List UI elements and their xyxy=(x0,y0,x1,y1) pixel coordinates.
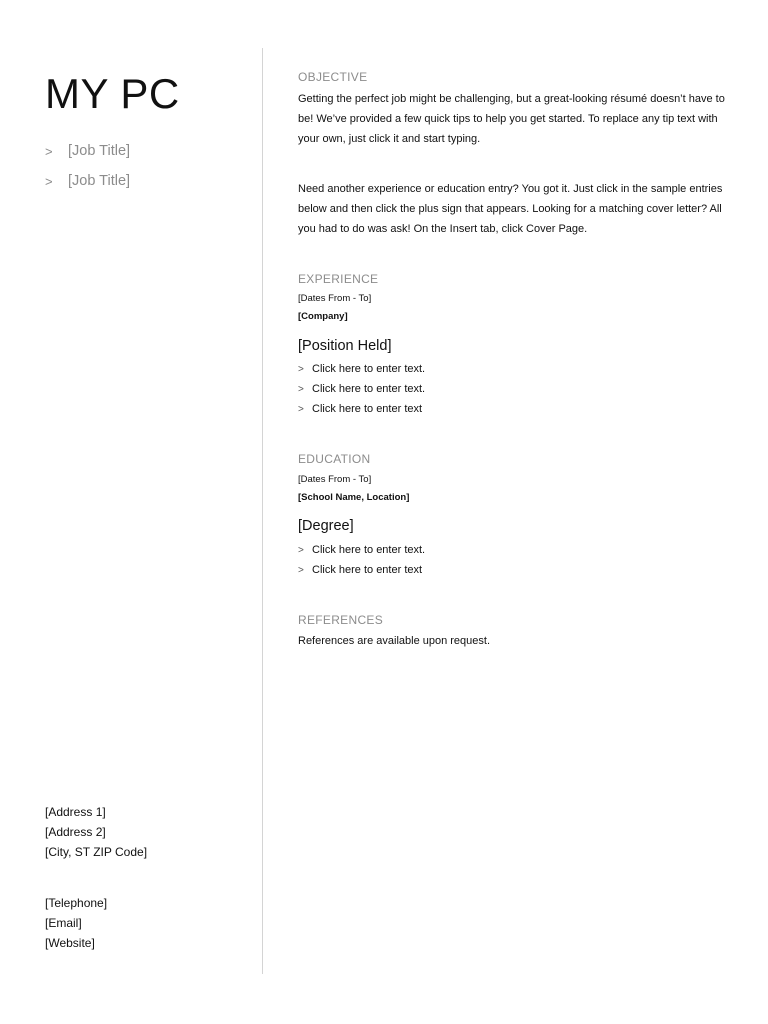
education-bullets xyxy=(298,540,425,580)
school-name-location[interactable]: [School Name, Location] xyxy=(298,492,410,503)
references-text[interactable]: References are available upon request. xyxy=(298,635,491,647)
experience-heading: EXPERIENCE xyxy=(298,272,379,286)
list-item[interactable] xyxy=(298,560,425,580)
list-item[interactable] xyxy=(298,359,425,379)
experience-company[interactable]: [Company] xyxy=(298,311,348,322)
chevron-right-icon: > xyxy=(298,383,304,395)
chevron-right-icon: > xyxy=(298,403,304,415)
column-divider xyxy=(262,48,263,974)
email-field[interactable]: [Email] xyxy=(45,916,82,930)
address-block xyxy=(45,802,147,862)
job-titles-list xyxy=(45,136,130,196)
list-item-text: Click here to enter text. xyxy=(312,383,426,395)
contact-block xyxy=(45,893,107,953)
education-heading: EDUCATION xyxy=(298,452,371,466)
list-item[interactable] xyxy=(298,379,425,399)
chevron-right-icon: > xyxy=(45,143,53,159)
experience-dates[interactable]: [Dates From - To] xyxy=(298,293,372,304)
position-held[interactable]: [Position Held] xyxy=(298,338,392,354)
job-title-label: [Job Title] xyxy=(68,143,131,159)
list-item-text: Click here to enter text. xyxy=(312,363,426,375)
address-line-2[interactable]: [Address 2] xyxy=(45,825,106,839)
list-item[interactable] xyxy=(298,399,425,419)
list-item-text: Click here to enter text. xyxy=(312,544,426,556)
experience-bullets xyxy=(298,359,425,419)
chevron-right-icon: > xyxy=(45,173,53,189)
sidebar xyxy=(0,0,262,1024)
list-item-text: Click here to enter text xyxy=(312,403,423,415)
website-field[interactable]: [Website] xyxy=(45,936,95,950)
city-state-zip[interactable]: [City, ST ZIP Code] xyxy=(45,845,148,859)
job-title-item[interactable] xyxy=(45,136,130,166)
objective-heading: OBJECTIVE xyxy=(298,70,368,84)
list-item[interactable] xyxy=(298,540,425,560)
job-title-item[interactable] xyxy=(45,166,130,196)
chevron-right-icon: > xyxy=(298,363,304,375)
education-dates[interactable]: [Dates From - To] xyxy=(298,474,372,485)
telephone-field[interactable]: [Telephone] xyxy=(45,896,108,910)
address-line-1[interactable]: [Address 1] xyxy=(45,805,106,819)
degree[interactable]: [Degree] xyxy=(298,518,354,534)
job-title-label: [Job Title] xyxy=(68,173,131,189)
name-heading[interactable]: MY PC xyxy=(45,70,180,117)
chevron-right-icon: > xyxy=(298,564,304,576)
chevron-right-icon: > xyxy=(298,544,304,556)
list-item-text: Click here to enter text xyxy=(312,564,423,576)
references-heading: REFERENCES xyxy=(298,613,384,627)
objective-paragraph-2[interactable]: Need another experience or education entry? You got it. Just click in the sample entries below and then click the plus sign that appears. Looking for a matching cover letter? All you had to do was ask! On the Insert tab, click Cover Page. xyxy=(298,183,723,235)
objective-paragraph-1[interactable]: Getting the perfect job might be challenging, but a great-looking résumé doesn’t have to be! We’ve provided a few quick tips to help you get started. To replace any tip text with your own, just click it and start typing. xyxy=(298,93,725,145)
